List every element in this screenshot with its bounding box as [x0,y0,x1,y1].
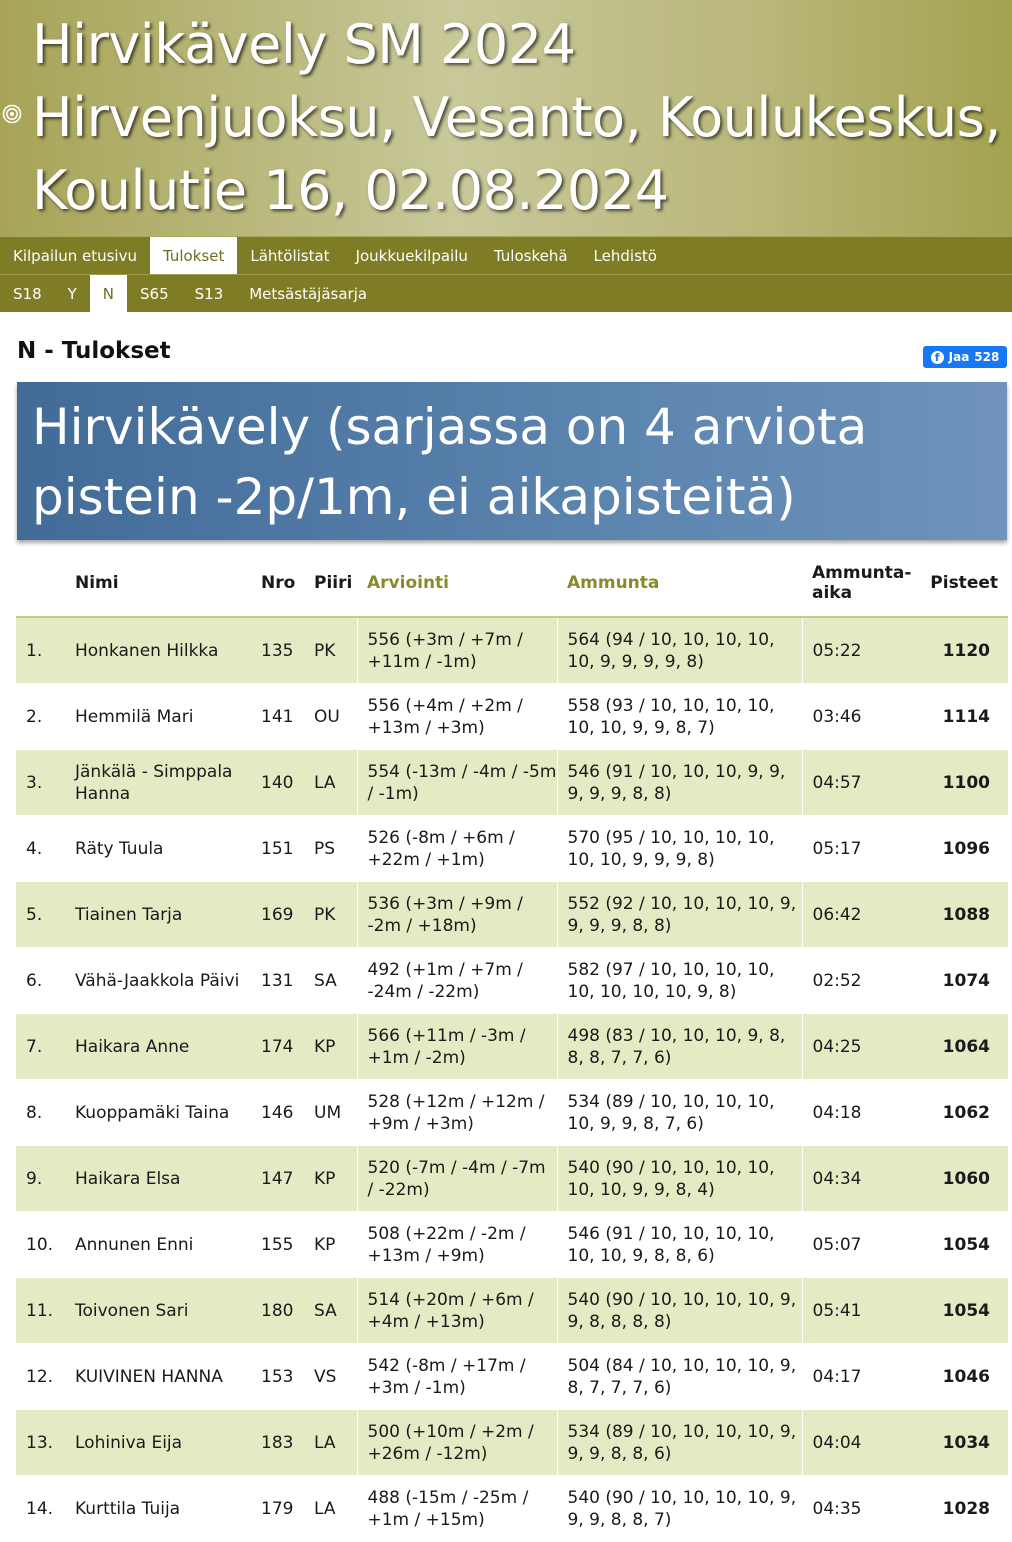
pisteet-cell: 1054 [920,1278,1008,1344]
arviointi-cell: 554 (-13m / -4m / -5m / -1m) [357,750,557,816]
nro-cell: 169 [251,882,304,948]
rank-cell: 12. [16,1344,65,1410]
arviointi-cell: 514 (+20m / +6m / +4m / +13m) [357,1278,557,1344]
rank-cell: 8. [16,1080,65,1146]
col-pisteet-header: Pisteet [920,550,1008,617]
pisteet-cell: 1074 [920,948,1008,1014]
rank-cell: 14. [16,1476,65,1542]
pisteet-cell: 1096 [920,816,1008,882]
share-label: Jaa [948,350,970,364]
piiri-cell: KP [304,1212,357,1278]
arviointi-cell: 492 (+1m / +7m / -24m / -22m) [357,948,557,1014]
target-icon [2,104,22,124]
piiri-cell: OU [304,684,357,750]
ammunta-cell: 570 (95 / 10, 10, 10, 10, 10, 10, 9, 9, 9, 8) [557,816,802,882]
name-cell: Honkanen Hilkka [65,617,251,684]
table-row [16,1344,1008,1410]
table-row [16,816,1008,882]
piiri-cell: LA [304,1410,357,1476]
results-body [16,617,1008,1542]
aika-cell: 04:04 [802,1410,920,1476]
series-nav [0,274,1012,312]
aika-cell: 05:41 [802,1278,920,1344]
aika-cell: 05:07 [802,1212,920,1278]
col-aika-header: Ammunta-aika [802,550,920,617]
pisteet-cell: 1064 [920,1014,1008,1080]
name-cell: Hemmilä Mari [65,684,251,750]
name-cell: Lohiniva Eija [65,1410,251,1476]
rank-cell: 6. [16,948,65,1014]
nro-cell: 147 [251,1146,304,1212]
aika-cell: 02:52 [802,948,920,1014]
nro-cell: 155 [251,1212,304,1278]
table-row [16,684,1008,750]
table-row [16,948,1008,1014]
series-tab-s65[interactable]: S65 [140,284,169,303]
nro-cell: 180 [251,1278,304,1344]
nav-item-tulokset[interactable]: Tulokset [150,237,237,274]
col-name-header: Nimi [65,550,251,617]
nav-item-etusivu[interactable]: Kilpailun etusivu [13,246,137,265]
aika-cell: 04:17 [802,1344,920,1410]
col-arviointi-header[interactable]: Arviointi [357,550,557,617]
nro-cell: 179 [251,1476,304,1542]
arviointi-cell: 536 (+3m / +9m / -2m / +18m) [357,882,557,948]
piiri-cell: PK [304,882,357,948]
nro-cell: 174 [251,1014,304,1080]
name-cell: Vähä-Jaakkola Päivi [65,948,251,1014]
nro-cell: 141 [251,684,304,750]
ammunta-cell: 504 (84 / 10, 10, 10, 10, 9, 8, 7, 7, 7, 6) [557,1344,802,1410]
table-row [16,1146,1008,1212]
nav-item-joukkuekilpailu[interactable]: Joukkuekilpailu [355,246,468,265]
ammunta-cell: 546 (91 / 10, 10, 10, 9, 9, 9, 9, 9, 8, 8) [557,750,802,816]
page-title: N - Tulokset [17,338,171,364]
series-tab-s13[interactable]: S13 [194,284,224,303]
col-ammunta-header[interactable]: Ammunta [557,550,802,617]
aika-cell: 04:18 [802,1080,920,1146]
nro-cell: 135 [251,617,304,684]
piiri-cell: PK [304,617,357,684]
series-tab-metsastajasarja[interactable]: Metsästäjäsarja [249,284,368,303]
pisteet-cell: 1114 [920,684,1008,750]
share-count: 528 [974,350,1000,364]
table-row [16,1080,1008,1146]
table-row [16,750,1008,816]
name-cell: Tiainen Tarja [65,882,251,948]
aika-cell: 04:35 [802,1476,920,1542]
arviointi-cell: 526 (-8m / +6m / +22m / +1m) [357,816,557,882]
name-cell: Jänkälä - Simppala Hanna [65,750,251,816]
name-cell: Haikara Anne [65,1014,251,1080]
nro-cell: 151 [251,816,304,882]
pisteet-cell: 1062 [920,1080,1008,1146]
rank-cell: 5. [16,882,65,948]
rank-cell: 2. [16,684,65,750]
pisteet-cell: 1054 [920,1212,1008,1278]
aika-cell: 06:42 [802,882,920,948]
table-row [16,1014,1008,1080]
piiri-cell: KP [304,1014,357,1080]
arviointi-cell: 542 (-8m / +17m / +3m / -1m) [357,1344,557,1410]
series-tab-s18[interactable]: S18 [13,284,42,303]
col-rank-header [16,550,65,617]
arviointi-cell: 556 (+3m / +7m / +11m / -1m) [357,617,557,684]
table-header-row [16,550,1008,617]
pisteet-cell: 1088 [920,882,1008,948]
arviointi-cell: 508 (+22m / -2m / +13m / +9m) [357,1212,557,1278]
table-row [16,1476,1008,1542]
name-cell: Toivonen Sari [65,1278,251,1344]
results-table [16,550,1008,1542]
aika-cell: 04:57 [802,750,920,816]
rank-cell: 10. [16,1212,65,1278]
nro-cell: 146 [251,1080,304,1146]
nro-cell: 183 [251,1410,304,1476]
name-cell: Haikara Elsa [65,1146,251,1212]
rank-cell: 13. [16,1410,65,1476]
ammunta-cell: 582 (97 / 10, 10, 10, 10, 10, 10, 10, 10, 9, 8) [557,948,802,1014]
table-row [16,1410,1008,1476]
table-row [16,882,1008,948]
nav-item-tulosketa[interactable]: Tuloskehä [493,246,568,265]
piiri-cell: LA [304,750,357,816]
ammunta-cell: 558 (93 / 10, 10, 10, 10, 10, 10, 9, 9, 8, 7) [557,684,802,750]
series-description: Hirvikävely (sarjassa on 4 arviota pistein -2p/1m, ei aikapisteitä) [32,398,868,526]
rank-cell: 11. [16,1278,65,1344]
ammunta-cell: 540 (90 / 10, 10, 10, 10, 9, 9, 9, 8, 8, 7) [557,1476,802,1542]
name-cell: Annunen Enni [65,1212,251,1278]
name-cell: Kurttila Tuija [65,1476,251,1542]
ammunta-cell: 564 (94 / 10, 10, 10, 10, 10, 9, 9, 9, 9, 8) [557,617,802,684]
rank-cell: 3. [16,750,65,816]
pisteet-cell: 1034 [920,1410,1008,1476]
piiri-cell: KP [304,1146,357,1212]
piiri-cell: UM [304,1080,357,1146]
ammunta-cell: 534 (89 / 10, 10, 10, 10, 10, 9, 9, 8, 7, 6) [557,1080,802,1146]
arviointi-cell: 566 (+11m / -3m / +1m / -2m) [357,1014,557,1080]
aika-cell: 04:25 [802,1014,920,1080]
ammunta-cell: 546 (91 / 10, 10, 10, 10, 10, 10, 9, 8, 8, 6) [557,1212,802,1278]
nro-cell: 131 [251,948,304,1014]
nav-item-lahtolistat[interactable]: Lähtölistat [250,246,330,265]
pisteet-cell: 1028 [920,1476,1008,1542]
table-row [16,1278,1008,1344]
page-header [0,0,1012,236]
ammunta-cell: 540 (90 / 10, 10, 10, 10, 10, 10, 9, 9, 8, 4) [557,1146,802,1212]
name-cell: Kuoppamäki Taina [65,1080,251,1146]
facebook-icon: f [931,351,944,364]
series-banner [17,382,1007,540]
name-cell: KUIVINEN HANNA [65,1344,251,1410]
rank-cell: 4. [16,816,65,882]
arviointi-cell: 556 (+4m / +2m / +13m / +3m) [357,684,557,750]
rank-cell: 7. [16,1014,65,1080]
col-nro-header: Nro [251,550,304,617]
piiri-cell: SA [304,948,357,1014]
nro-cell: 153 [251,1344,304,1410]
main-nav [0,236,1012,274]
name-cell: Räty Tuula [65,816,251,882]
nro-cell: 140 [251,750,304,816]
ammunta-cell: 552 (92 / 10, 10, 10, 10, 9, 9, 9, 9, 8, 8) [557,882,802,948]
rank-cell: 1. [16,617,65,684]
arviointi-cell: 500 (+10m / +2m / +26m / -12m) [357,1410,557,1476]
competition-title: Hirvikävely SM 2024 Hirvenjuoksu, Vesanto, Koulukeskus, Koulutie 16, 02.08.2024 [32,13,1001,222]
arviointi-cell: 520 (-7m / -4m / -7m / -22m) [357,1146,557,1212]
piiri-cell: LA [304,1476,357,1542]
facebook-share-button[interactable] [923,346,1007,368]
aika-cell: 03:46 [802,684,920,750]
ammunta-cell: 498 (83 / 10, 10, 10, 9, 8, 8, 8, 7, 7, 6) [557,1014,802,1080]
series-tab-n[interactable]: N [90,275,127,312]
table-row [16,1212,1008,1278]
pisteet-cell: 1060 [920,1146,1008,1212]
piiri-cell: PS [304,816,357,882]
pisteet-cell: 1046 [920,1344,1008,1410]
col-piiri-header: Piiri [304,550,357,617]
series-tab-y[interactable]: Y [67,284,77,303]
nav-item-lehdisto[interactable]: Lehdistö [593,246,657,265]
arviointi-cell: 528 (+12m / +12m / +9m / +3m) [357,1080,557,1146]
rank-cell: 9. [16,1146,65,1212]
aika-cell: 05:22 [802,617,920,684]
pisteet-cell: 1100 [920,750,1008,816]
aika-cell: 05:17 [802,816,920,882]
pisteet-cell: 1120 [920,617,1008,684]
piiri-cell: SA [304,1278,357,1344]
aika-cell: 04:34 [802,1146,920,1212]
ammunta-cell: 534 (89 / 10, 10, 10, 10, 9, 9, 9, 8, 8, 6) [557,1410,802,1476]
table-row [16,617,1008,684]
arviointi-cell: 488 (-15m / -25m / +1m / +15m) [357,1476,557,1542]
ammunta-cell: 540 (90 / 10, 10, 10, 10, 9, 9, 8, 8, 8, 8) [557,1278,802,1344]
piiri-cell: VS [304,1344,357,1410]
